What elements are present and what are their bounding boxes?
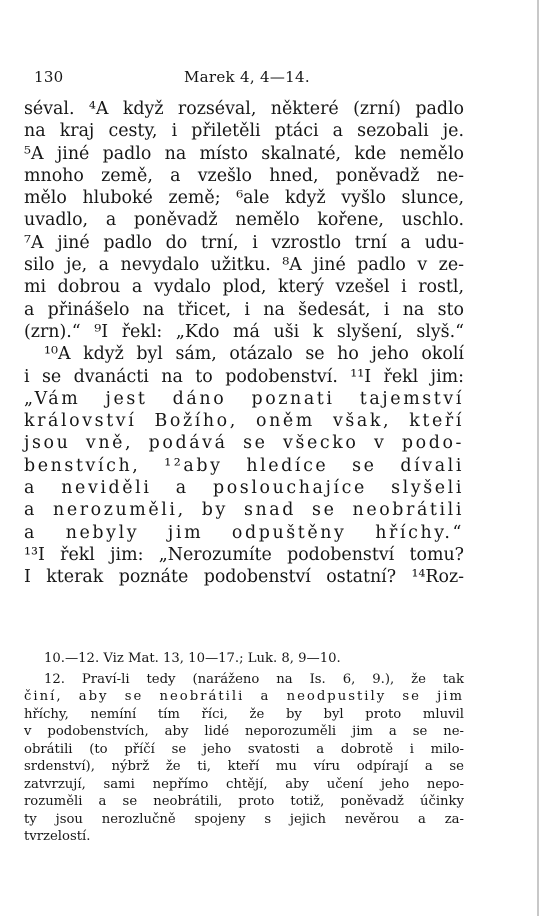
- text-line: na kraj cesty, i přiletěli ptáci a sezobali je.: [24, 121, 464, 142]
- footnote-line: v podobenstvích, aby lidé neporozuměli jim a se ne-: [24, 724, 464, 739]
- page-number: 130: [34, 68, 64, 86]
- footnote-line: hříchy, nemíní tím říci, že by byl proto mluvil: [24, 706, 464, 722]
- text-line: ⁵A jiné padlo na místo skalnaté, kde nemělo: [24, 143, 464, 164]
- text-line: ¹³I řekl jim: „Nerozumíte podobenství tomu?: [24, 544, 464, 565]
- text-line: ⁷A jiné padlo do trní, i vzrostlo trní a udu-: [24, 232, 464, 253]
- footnote-reference-line: 10.—12. Viz Mat. 13, 10—17.; Luk. 8, 9—10.: [44, 651, 341, 666]
- text-line: séval. ⁴A když rozséval, některé (zrní) padlo: [24, 99, 464, 119]
- page-edge-shadow: [537, 0, 539, 916]
- text-line: ¹⁰A když byl sám, otázalo se ho jeho okolí: [44, 344, 464, 365]
- text-line-spaced: a nebyly jim odpuštěny hříchy.“: [24, 522, 464, 543]
- text-line: mi dobrou a vydalo plod, který vzešel i rostl,: [24, 277, 464, 298]
- footnote-line: obrátili (to příčí se jeho svatosti a dobrotě i milo-: [24, 741, 464, 757]
- text-line-spaced: a neviděli a poslouchajíce slyšeli: [24, 478, 464, 499]
- text-line: i se dvanácti na to podobenství. ¹¹I řekl jim:: [24, 366, 464, 387]
- text-line: (zrn).“ ⁹I řekl: „Kdo má uši k slyšení, slyš.“: [24, 321, 464, 342]
- footnote-line: 12. Praví-li tedy (naráženo na Is. 6, 9.), že tak: [44, 671, 464, 687]
- footnote-line: rozuměli a se neobrátili, proto totiž, poněvadž účinky: [24, 794, 464, 809]
- text-line: I kterak poznáte podobenství ostatní? ¹⁴Roz-: [24, 567, 464, 588]
- text-line: a přinášelo na třicet, i na šedesát, i na sto: [24, 299, 464, 320]
- footnote-line: zatvrzují, sami nepřímo chtějí, aby učení jeho nepo-: [24, 776, 464, 792]
- text-line: uvadlo, a poněvadž nemělo kořene, uschlo.: [24, 210, 464, 231]
- text-line-spaced: království Božího, oněm však, kteří: [24, 411, 464, 432]
- text-line: mnoho země, a vzešlo hned, poněvadž ne-: [24, 165, 464, 186]
- text-line: mělo hluboké země; ⁶ale když vyšlo slunce,: [24, 188, 464, 209]
- footnotes: [24, 650, 464, 846]
- footnote-line: ty jsou nerozlučně spojeny s jejich nevěrou a za-: [24, 811, 464, 827]
- text-line-spaced: „Vám jest dáno poznati tajemství: [24, 388, 464, 409]
- footnote-line: srdenství), nýbrž že ti, kteří mu víru odpírají a se: [24, 759, 464, 774]
- text-line-spaced: a nerozuměli, by snad se neobrátili: [24, 500, 464, 521]
- text-line-spaced: jsou vně, podává se všecko v podo-: [24, 433, 464, 454]
- running-head: [34, 68, 474, 90]
- scripture-text: [24, 98, 464, 589]
- text-line-spaced: benstvích, ¹²aby hledíce se dívali: [24, 455, 464, 476]
- chapter-verse-reference: Marek 4, 4—14.: [184, 68, 310, 86]
- footnote-line: tvrzelostí.: [24, 829, 91, 844]
- footnote-line-spaced: činí, aby se neobrátili a neodpustily se jim: [24, 689, 464, 704]
- text-line: silo je, a nevydalo užitku. ⁸A jiné padlo v ze-: [24, 255, 464, 276]
